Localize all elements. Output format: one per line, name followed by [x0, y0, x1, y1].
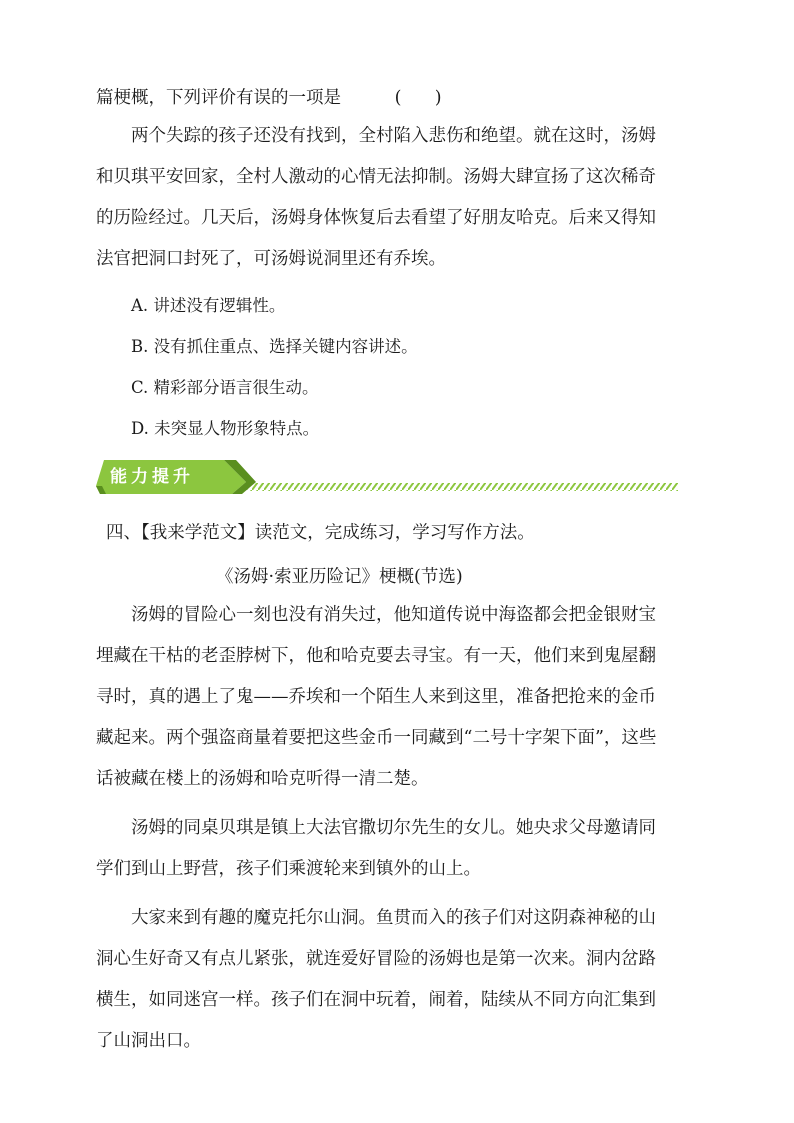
summary-line: 的历险经过。几天后，汤姆身体恢复后去看望了好朋友哈克。后来又得知: [96, 208, 656, 228]
option-d: D. 未突显人物形象特点。: [131, 419, 320, 438]
summary-line: 两个失踪的孩子还没有找到，全村陷入悲伤和绝望。就在这时，汤姆: [131, 126, 656, 146]
passage-line: 藏起来。两个强盗商量着要把这些金币一同藏到“二号十字架下面”，这些: [96, 728, 657, 748]
question-stem-text: 篇梗概，下列评价有误的一项是: [96, 88, 341, 108]
passage-line: 大家来到有趣的魔克托尔山洞。鱼贯而入的孩子们对这阴森神秘的山: [131, 908, 656, 928]
question-stem: [96, 86, 442, 110]
option-a: A. 讲述没有逻辑性。: [131, 296, 286, 315]
passage-line: 话被藏在楼上的汤姆和哈克听得一清二楚。: [96, 769, 429, 789]
passage-title: 《汤姆·索亚历险记》梗概(节选): [216, 567, 463, 587]
passage-line: 洞心生好奇又有点儿紧张，就连爱好冒险的汤姆也是第一次来。洞内岔路: [96, 949, 656, 969]
passage-line: 埋藏在干枯的老歪脖树下，他和哈克要去寻宝。有一天，他们来到鬼屋翻: [96, 646, 656, 666]
option-c: C. 精彩部分语言很生动。: [131, 378, 319, 397]
summary-line: 法官把洞口封死了，可汤姆说洞里还有乔埃。: [96, 249, 446, 269]
summary-line: 和贝琪平安回家，全村人激动的心情无法抑制。汤姆大肆宣扬了这次稀奇: [96, 167, 656, 187]
answer-brackets: ( ): [394, 88, 442, 108]
option-b: B. 没有抓住重点、选择关键内容讲述。: [131, 337, 418, 356]
passage-line: 汤姆的冒险心一刻也没有消失过，他知道传说中海盗都会把金银财宝: [131, 605, 656, 625]
passage-line: 寻时，真的遇上了鬼——乔埃和一个陌生人来到这里，准备把抢来的金币: [96, 687, 656, 707]
passage-line: 横生，如同迷宫一样。孩子们在洞中玩着，闹着，陆续从不同方向汇集到: [96, 990, 656, 1010]
passage-line: 学们到山上野营，孩子们乘渡轮来到镇外的山上。: [96, 859, 481, 879]
exercise-instruction: 四、【我来学范文】读范文，完成练习，学习写作方法。: [106, 523, 535, 543]
section-banner: [96, 458, 686, 498]
passage-line: 汤姆的同桌贝琪是镇上大法官撒切尔先生的女儿。她央求父母邀请同: [131, 818, 656, 838]
section-banner-label: 能力提升: [110, 467, 194, 487]
passage-line: 了山洞出口。: [96, 1031, 201, 1051]
